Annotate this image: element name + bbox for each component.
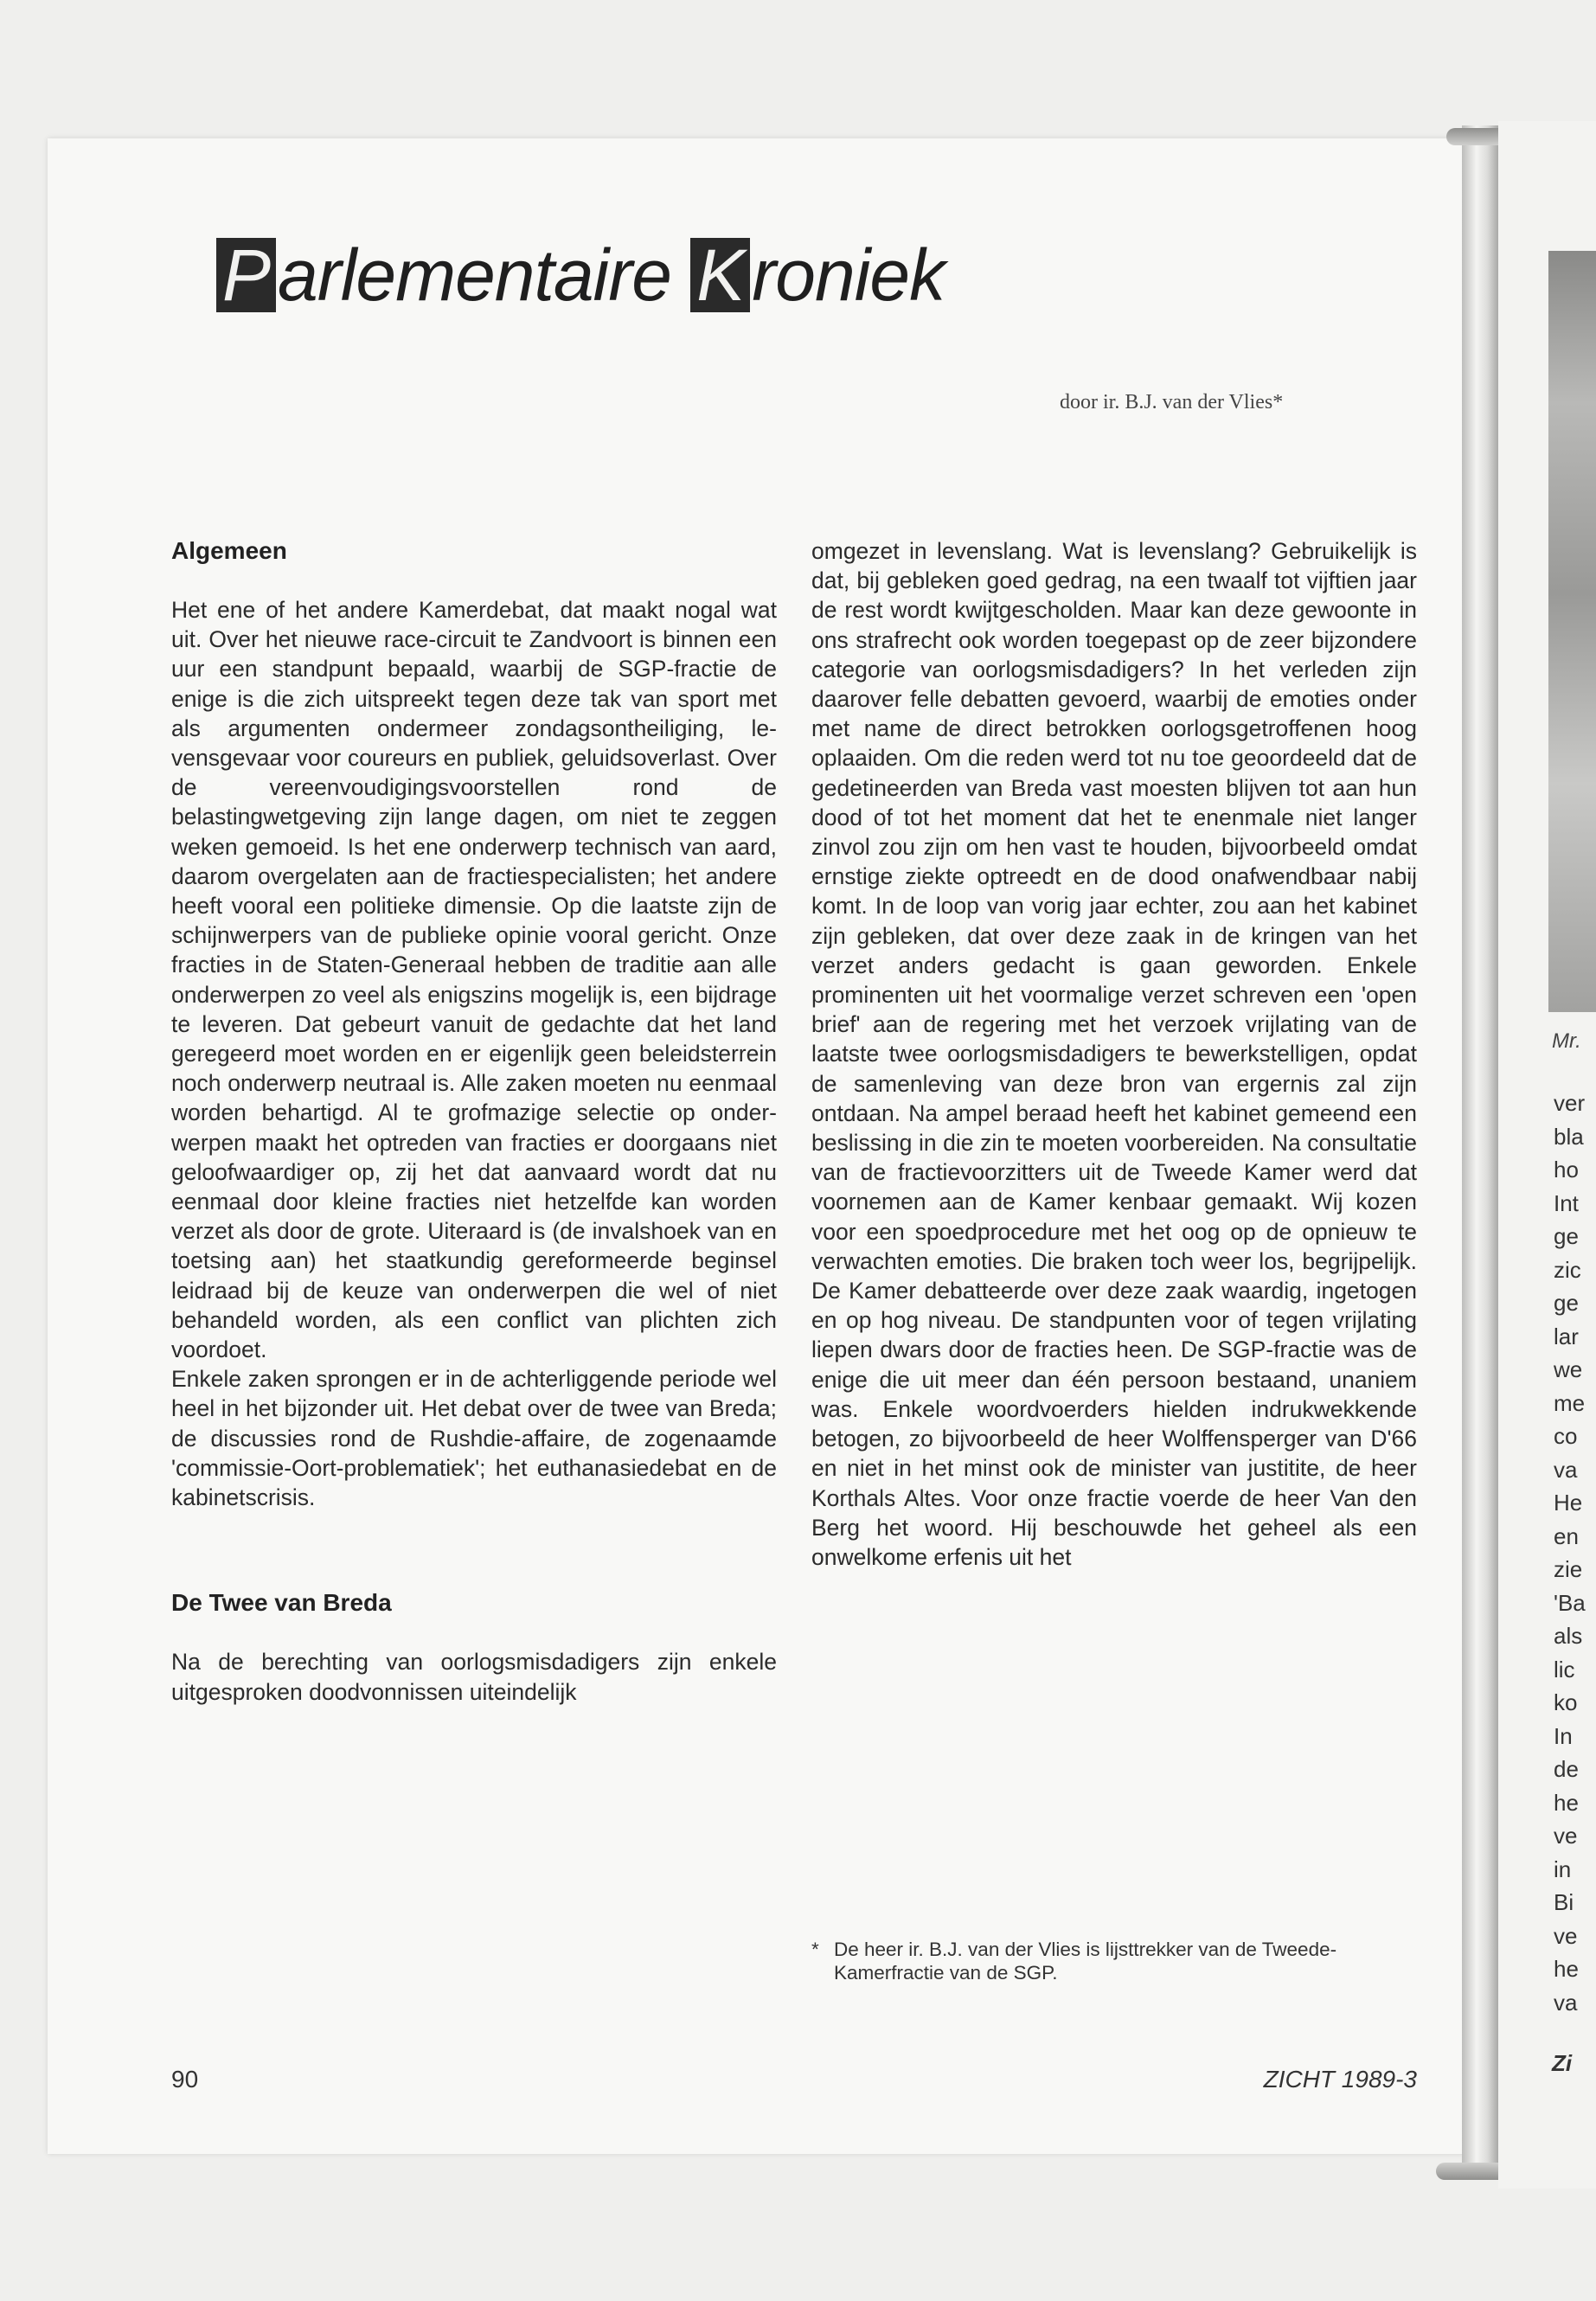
page-title [216,234,945,317]
next-page-fragment: co [1554,1423,1578,1449]
next-page-fragment: lic [1554,1656,1575,1682]
next-page-fragment: me [1554,1389,1586,1416]
next-page-fragment: als [1554,1623,1583,1649]
journal-issue: ZICHT 1989-3 [1263,2066,1417,2093]
footnote [811,1938,1417,1984]
next-page-fragment: en [1554,1522,1579,1549]
next-page-fragment: ho [1554,1157,1579,1183]
author-byline: door ir. B.J. van der Vlies* [1060,391,1284,413]
title-part-2: roniek [752,234,945,316]
next-page-fragment: Bi [1554,1889,1574,1915]
left-column [171,536,777,1707]
next-page-fragment: zie [1554,1556,1583,1582]
next-page-fragment: zic [1554,1256,1581,1283]
right-column [811,536,1417,1572]
next-page-photo [1548,251,1596,1012]
next-page-fragment: in [1554,1856,1572,1882]
next-page-fragment: He [1554,1490,1583,1516]
next-page-fragment: lar [1554,1323,1579,1349]
next-page-fragment: 'Ba [1554,1589,1586,1616]
next-page-fragment: va [1554,1456,1578,1483]
next-page-fragment: we [1554,1356,1583,1382]
section-heading-algemeen: Algemeen [171,537,287,564]
paragraph-algemeen-2: Enkele zaken sprongen er in de achterliggende periode wel heel in het bijzonder uit. Het debat over de twee van Breda; de discussies rond de Rushdie-affaire, de zogenaamde 'commissie-Oort-problematiek'; het euthanasiedebat en de kabinetscrisis. [171,1366,777,1511]
title-initial-p: P [216,238,276,312]
paragraph-algemeen-1: Het ene of het andere Kamerdebat, dat maakt nogal wat uit. Over het nieuwe race-circuit te Zandvoort is binnen een uur een standpunt bepaald, waarbij de SGP-fractie de enige is die zich uitspreekt tegen deze tak van sport met als argumenten ondermeer zondagsontheiliging, levensgevaar voor coureurs en publiek, geluidsoverlast. Over de vereenvoudigingsvoorstellen rond de belastingwetgeving zijn lange dagen, om niet te zeggen weken gemoeid. Is het ene onderwerp technisch van aard, daarom overgelaten aan de fractiespecialisten; het andere heeft vooral een politieke dimensie. Op die laatste zijn de schijnwerpers van de publieke opinie vooral gericht. Onze fracties in de Staten-Generaal hebben de traditie aan alle onderwerpen zo veel als enigszins mogelijk is, een bijdrage te leveren. Dat gebeurt vanuit de gedachte dat het land geregeerd moet worden en er eigenlijk geen beleidsterrein noch onderwerp neutraal is. Alle zaken moeten nu eenmaal worden behartigd. Al te grofmazige selectie op onderwerpen maakt het optreden van fracties er doorgaans niet geloofwaardiger op, zij het dat aanvaard wordt dat nu eenmaal door kleine fracties niet hetzelfde kan worden verzet als door de grote. Uiteraard is (de invalshoek van en toetsing aan) het staatkundig gereformeerde beginsel leidraad bij de keuze van onderwerpen die wel of niet behandeld worden, als een conflict van plichten zich voordoet. [171,597,777,1363]
next-page-fragment: ge [1554,1290,1579,1316]
next-page-fragment: ve [1554,1823,1578,1849]
next-page-footer: Zi [1552,2050,1573,2076]
page-number: 90 [171,2066,199,2093]
title-part-1: arlementaire [278,234,691,316]
next-page-fragment: he [1554,1956,1579,1982]
next-page-fragment: Int [1554,1189,1579,1216]
next-page-fragment: he [1554,1789,1579,1816]
section-heading-breda: De Twee van Breda [171,1589,392,1617]
footnote-marker: * [811,1939,819,1960]
next-page-fragment: de [1554,1756,1579,1782]
next-page-fragment: ge [1554,1223,1579,1249]
next-page-fragment: va [1554,1989,1578,2016]
title-initial-k: K [690,238,750,312]
paragraph-right-column: omgezet in levenslang. Wat is levenslang? Gebruikelijk is dat, bij gebleken goed gedrag, na een twaalf tot vijftien jaar de rest wordt kwijtgescholden. Maar kan deze gewoonte in ons strafrecht ook worden toegepast op de zeer bijzondere categorie van oorlogsmisdadigers? In het verleden zijn daarover felle debatten gevoerd, waarbij de emoties onder met name de direct betrokken oorlogsgetroffenen hoog oplaaiden. Om die reden werd tot nu toe geoordeeld dat de gedetineerden van Breda vast moesten blijven tot aan hun dood of tot het moment dat het te enenmale niet langer zinvol zou zijn om hen vast te houden, bijvoorbeeld omdat ernstige ziekte optreedt en de dood onafwendbaar nabij komt. In de loop van vorig jaar echter, zou aan het kabinet zijn gebleken, dat over deze zaak in de kringen van het verzet anders gedacht is gaan geworden. Enkele prominenten uit het voormalige verzet schreven een 'open brief' aan de regering met het verzoek vrijlating van de laatste twee oorlogsmisdadigers te bewerkstelligen, opdat de samenleving van deze bron van ergernis zal zijn ontdaan. Na ampel beraad heeft het kabinet gemeend een beslissing in die zin te moeten voorbereiden. Na consultatie van de fractievoorzitters uit de Tweede Kamer werd dat voornemen aan de Kamer kenbaar gemaakt. Wij kozen voor een spoedprocedure met het oog op de opnieuw te verwachten emoties. Die braken toch weer los, begrijpelijk. De Kamer debatteerde over deze zaak waardig, ingetogen en op hog niveau. De standpunten voor of tegen vrijlating liepen dwars door de fracties heen. De SGP-fractie was de enige die uit meer dan één persoon bestaand, unaniem was. Enkele woordvoerders hielden indrukwekkende betogen, zo bijvoorbeeld de heer Wolffensperger van D'66 en niet in het minst ook de minister van justitite, de heer Korthals Altes. Voor onze fractie voerde de heer Van den Berg het woord. Hij beschouwde het geheel als een onwelkome erfenis uit het [811,538,1417,1570]
paragraph-breda-1: Na de berechting van oorlogsmisdadigers zijn enkele uitgesproken doodvonnissen uiteindelijk [171,1649,777,1705]
next-page-fragment: ve [1554,1922,1578,1949]
next-page-fragment: bla [1554,1123,1584,1150]
next-page-edge [1498,121,1596,2189]
next-page-caption: Mr. [1552,1029,1581,1053]
next-page-fragment: ko [1554,1689,1578,1715]
footnote-text: De heer ir. B.J. van der Vlies is lijsttrekker van de Tweede-Kamerfractie van de SGP. [834,1939,1337,1984]
next-page-fragment: In [1554,1722,1573,1749]
book-binding [1462,125,1498,2176]
next-page-fragment: ver [1554,1090,1586,1116]
